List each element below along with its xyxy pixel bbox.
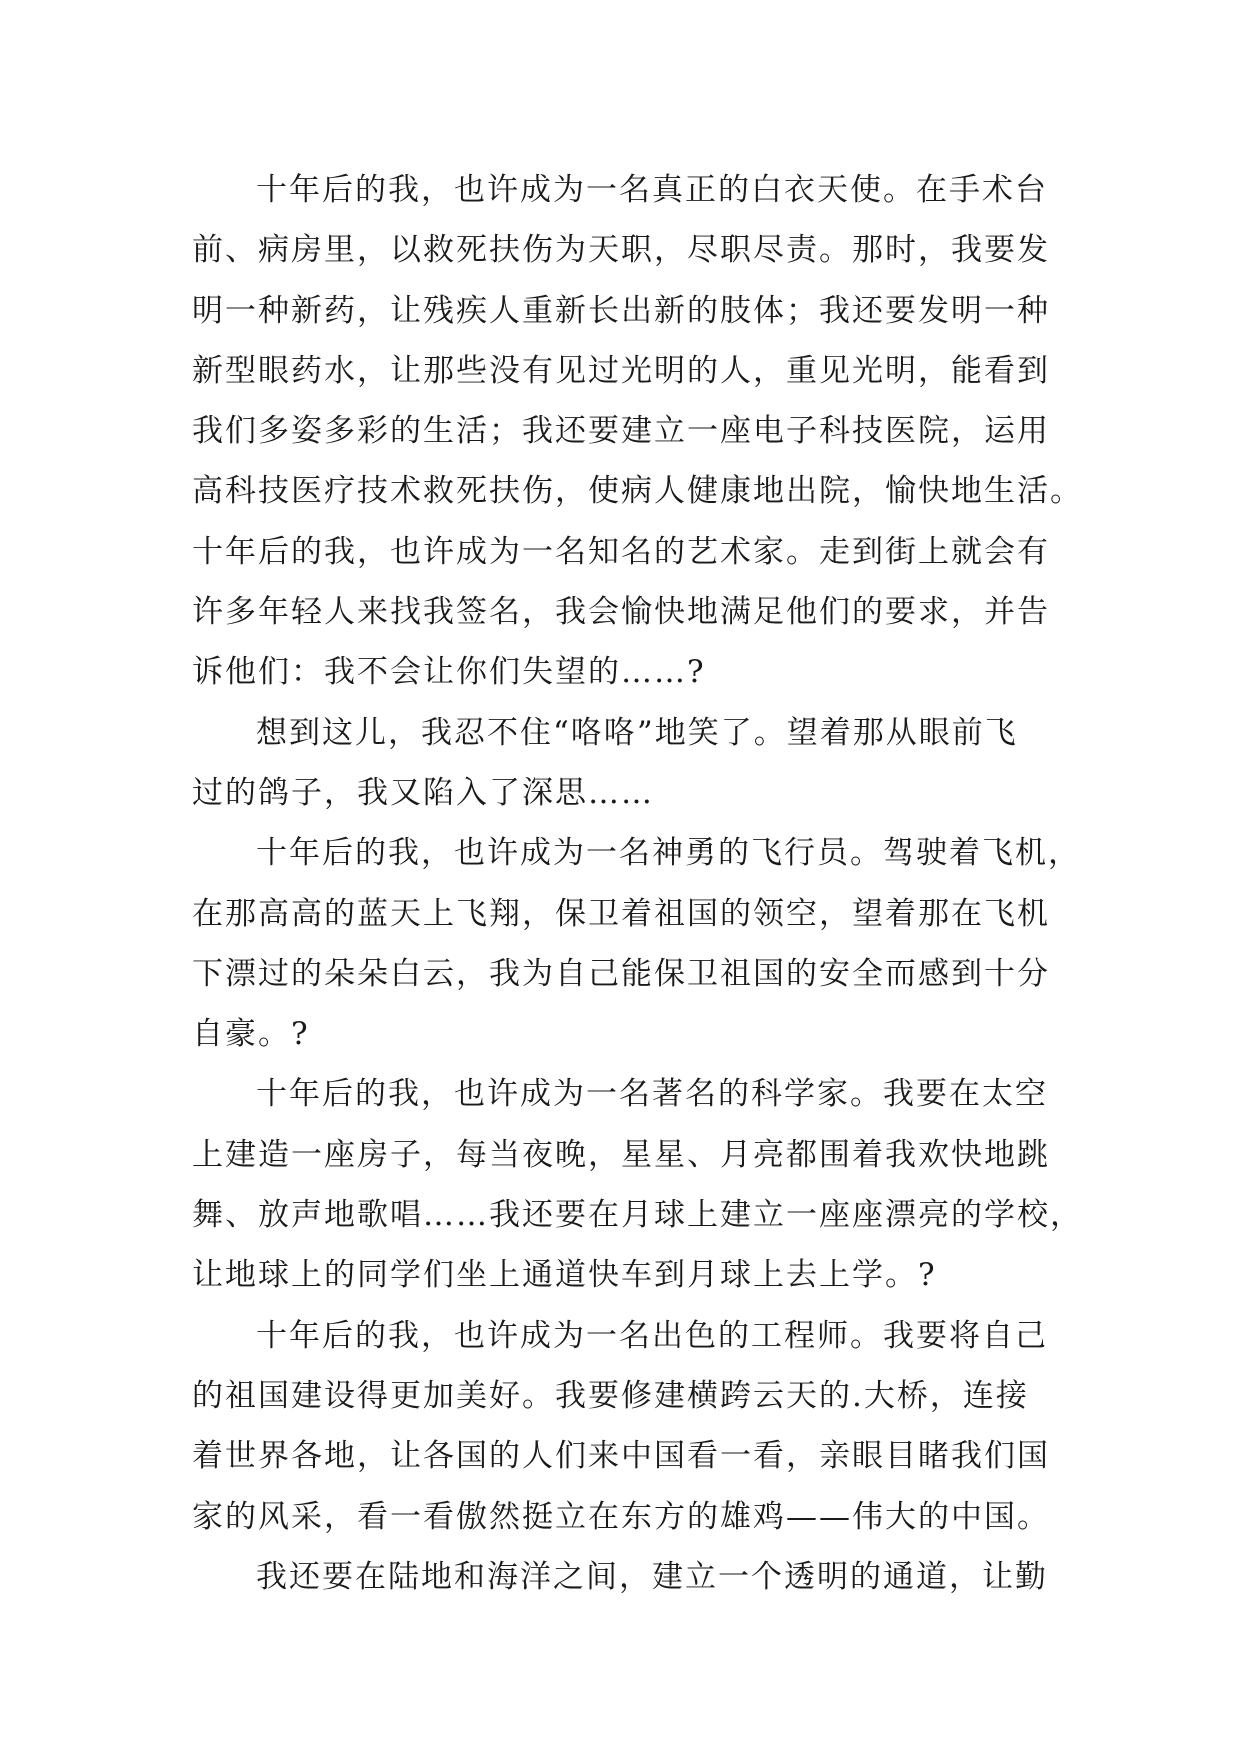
- text-line: 上建造一座房子，每当夜晚，星星、月亮都围着我欢快地跳: [192, 1136, 1050, 1173]
- text-line: 着世界各地，让各国的人们来中国看一看，亲眼目睹我们国: [192, 1438, 1050, 1475]
- text-line: 十年后的我，也许成为一名著名的科学家。我要在太空: [256, 1076, 1048, 1113]
- text-line: 明一种新药，让残疾人重新长出新的肢体；我还要发明一种: [192, 292, 1050, 329]
- text-line: 十年后的我，也许成为一名出色的工程师。我要将自己: [256, 1317, 1048, 1354]
- text-line: 的祖国建设得更加美好。我要修建横跨云天的.大桥，连接: [192, 1377, 1029, 1414]
- text-line: 诉他们：我不会让你们失望的……?: [192, 654, 706, 691]
- text-line: 十年后的我，也许成为一名神勇的飞行员。驾驶着飞机，: [256, 835, 1081, 872]
- text-line: 许多年轻人来找我签名，我会愉快地满足他们的要求，并告: [192, 594, 1050, 631]
- text-line: 高科技医疗技术救死扶伤，使病人健康地出院，愉快地生活。: [192, 473, 1083, 510]
- text-line: 舞、放声地歌唱……我还要在月球上建立一座座漂亮的学校，: [192, 1197, 1083, 1234]
- text-line: 十年后的我，也许成为一名知名的艺术家。走到街上就会有: [192, 533, 1050, 570]
- text-line: 我还要在陆地和海洋之间，建立一个透明的通道，让勤: [256, 1558, 1048, 1595]
- text-line: 想到这儿，我忍不住“咯咯”地笑了。望着那从眼前飞: [256, 714, 1018, 751]
- text-line: 在那高高的蓝天上飞翔，保卫着祖国的领空，望着那在飞机: [192, 895, 1050, 932]
- text-line: 让地球上的同学们坐上通道快车到月球上去上学。?: [192, 1257, 937, 1294]
- text-line: 我们多姿多彩的生活；我还要建立一座电子科技医院，运用: [192, 413, 1050, 450]
- text-line: 前、病房里，以救死扶伤为天职，尽职尽责。那时，我要发: [192, 232, 1050, 269]
- essay-body: [192, 160, 1083, 1607]
- text-line: 十年后的我，也许成为一名真正的白衣天使。在手术台: [256, 172, 1048, 208]
- text-line: 家的风采，看一看傲然挺立在东方的雄鸡——伟大的中国。: [192, 1498, 1050, 1535]
- text-line: 下漂过的朵朵白云，我为自己能保卫祖国的安全而感到十分: [192, 955, 1050, 992]
- text-line: 自豪。?: [192, 1016, 310, 1053]
- text-line: 过的鸽子，我又陷入了深思……: [192, 774, 654, 811]
- text-line: 新型眼药水，让那些没有见过光明的人，重见光明，能看到: [192, 352, 1050, 389]
